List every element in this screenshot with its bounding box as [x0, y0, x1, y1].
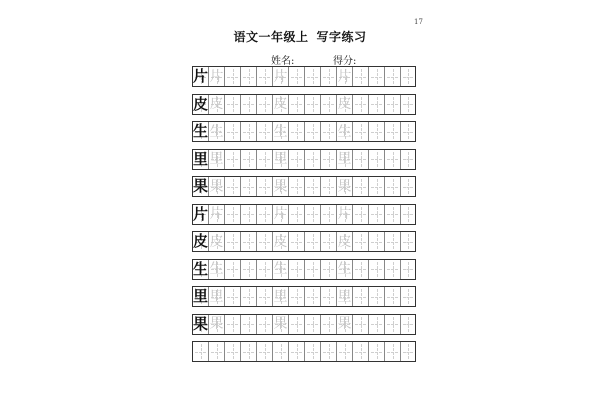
trace-character-cell	[337, 205, 353, 224]
empty-writing-cell	[257, 232, 273, 251]
model-character: 皮	[193, 232, 209, 250]
empty-writing-cell	[209, 342, 225, 361]
empty-writing-cell	[321, 342, 337, 361]
trace-character: 片	[273, 68, 288, 85]
empty-writing-cell	[241, 150, 257, 169]
empty-writing-cell	[289, 287, 305, 306]
empty-writing-cell	[257, 342, 273, 361]
empty-writing-cell	[369, 315, 385, 334]
trace-character-cell	[337, 177, 353, 196]
trace-character: 果	[209, 178, 224, 195]
name-label: 姓名:	[271, 56, 295, 67]
practice-row	[192, 314, 416, 335]
model-character-cell	[193, 315, 209, 334]
empty-writing-cell	[321, 122, 337, 141]
empty-writing-cell	[353, 315, 369, 334]
empty-writing-cell	[241, 342, 257, 361]
empty-writing-cell	[225, 342, 241, 361]
model-character-cell	[193, 177, 209, 196]
trace-character-cell	[209, 287, 225, 306]
trace-character: 果	[337, 316, 352, 332]
trace-character-cell	[337, 232, 353, 251]
empty-writing-cell	[353, 260, 369, 279]
empty-writing-cell	[401, 95, 415, 114]
model-character-cell	[193, 287, 209, 306]
empty-writing-cell	[369, 287, 385, 306]
empty-writing-cell	[241, 232, 257, 251]
trace-character-cell	[273, 95, 289, 114]
empty-writing-cell	[385, 232, 401, 251]
empty-writing-cell	[289, 260, 305, 279]
model-character-cell	[193, 67, 209, 86]
practice-row	[192, 121, 416, 142]
empty-writing-cell	[401, 122, 415, 141]
model-character: 里	[193, 149, 209, 168]
empty-writing-cell	[289, 67, 305, 86]
empty-writing-cell	[257, 122, 273, 141]
model-character: 片	[193, 204, 209, 223]
model-character: 生	[193, 122, 209, 140]
trace-character: 里	[273, 151, 288, 167]
empty-writing-cell	[385, 260, 401, 279]
empty-writing-cell	[289, 205, 305, 224]
trace-character: 片	[209, 206, 224, 222]
trace-character: 生	[273, 123, 288, 140]
trace-character-cell	[209, 315, 225, 334]
empty-writing-cell	[305, 177, 321, 196]
empty-writing-cell	[225, 232, 241, 251]
trace-character-cell	[209, 122, 225, 141]
model-character: 生	[193, 259, 209, 278]
empty-writing-cell	[193, 342, 209, 361]
trace-character-cell	[337, 315, 353, 334]
empty-writing-cell	[401, 315, 415, 334]
trace-character: 里	[273, 288, 288, 305]
empty-writing-cell	[385, 67, 401, 86]
title-main: 语文一年级上	[233, 30, 309, 44]
model-character: 果	[193, 177, 209, 195]
empty-writing-cell	[337, 342, 353, 361]
empty-writing-cell	[225, 260, 241, 279]
title-sub: 写字练习	[316, 30, 367, 44]
trace-character: 片	[337, 206, 352, 222]
empty-writing-cell	[241, 315, 257, 334]
empty-writing-cell	[321, 177, 337, 196]
empty-writing-cell	[305, 232, 321, 251]
empty-writing-cell	[289, 122, 305, 141]
trace-character-cell	[337, 67, 353, 86]
practice-row	[192, 204, 416, 225]
empty-writing-cell	[225, 177, 241, 196]
trace-character: 生	[337, 123, 352, 140]
empty-writing-cell	[385, 122, 401, 141]
trace-character-cell	[273, 287, 289, 306]
empty-writing-cell	[289, 95, 305, 114]
empty-writing-cell	[257, 67, 273, 86]
practice-row	[192, 149, 416, 170]
trace-character-cell	[337, 150, 353, 169]
trace-character: 皮	[273, 233, 288, 250]
model-character: 片	[193, 67, 209, 85]
empty-writing-cell	[353, 67, 369, 86]
empty-writing-cell	[369, 205, 385, 224]
empty-writing-cell	[305, 150, 321, 169]
empty-writing-cell	[257, 315, 273, 334]
model-character: 里	[193, 287, 209, 305]
empty-writing-cell	[305, 315, 321, 334]
trace-character-cell	[209, 67, 225, 86]
empty-writing-cell	[385, 315, 401, 334]
empty-writing-cell	[241, 205, 257, 224]
trace-character: 皮	[337, 233, 352, 250]
empty-writing-cell	[289, 177, 305, 196]
trace-character: 果	[273, 316, 288, 332]
empty-writing-cell	[353, 122, 369, 141]
trace-character: 生	[273, 261, 288, 277]
practice-row	[192, 176, 416, 197]
empty-writing-cell	[401, 260, 415, 279]
empty-writing-cell	[369, 150, 385, 169]
page-number: 17	[414, 18, 423, 26]
trace-character: 皮	[209, 96, 224, 112]
trace-character-cell	[337, 122, 353, 141]
practice-row	[192, 94, 416, 115]
empty-writing-cell	[385, 342, 401, 361]
trace-character-cell	[273, 122, 289, 141]
trace-character: 果	[337, 178, 352, 195]
empty-writing-cell	[401, 177, 415, 196]
trace-character: 片	[337, 68, 352, 85]
trace-character: 皮	[273, 96, 288, 112]
worksheet-title	[0, 28, 600, 45]
empty-writing-cell	[321, 205, 337, 224]
practice-row	[192, 341, 416, 362]
empty-writing-cell	[289, 342, 305, 361]
empty-writing-cell	[305, 122, 321, 141]
empty-writing-cell	[369, 232, 385, 251]
model-character-cell	[193, 150, 209, 169]
model-character-cell	[193, 95, 209, 114]
trace-character: 生	[209, 123, 224, 140]
empty-writing-cell	[385, 205, 401, 224]
trace-character-cell	[273, 67, 289, 86]
empty-writing-cell	[273, 342, 289, 361]
empty-writing-cell	[257, 260, 273, 279]
empty-writing-cell	[401, 205, 415, 224]
empty-writing-cell	[305, 67, 321, 86]
trace-character: 皮	[209, 233, 224, 250]
empty-writing-cell	[241, 67, 257, 86]
model-character: 果	[193, 314, 209, 333]
trace-character: 果	[273, 178, 288, 195]
trace-character-cell	[209, 232, 225, 251]
trace-character: 生	[337, 261, 352, 277]
empty-writing-cell	[385, 177, 401, 196]
empty-writing-cell	[257, 95, 273, 114]
empty-writing-cell	[369, 67, 385, 86]
empty-writing-cell	[353, 150, 369, 169]
empty-writing-cell	[305, 342, 321, 361]
empty-writing-cell	[369, 342, 385, 361]
trace-character-cell	[273, 260, 289, 279]
empty-writing-cell	[321, 67, 337, 86]
empty-writing-cell	[241, 260, 257, 279]
trace-character-cell	[209, 177, 225, 196]
empty-writing-cell	[385, 287, 401, 306]
empty-writing-cell	[401, 67, 415, 86]
trace-character-cell	[337, 95, 353, 114]
empty-writing-cell	[353, 342, 369, 361]
empty-writing-cell	[225, 67, 241, 86]
practice-row	[192, 66, 416, 87]
empty-writing-cell	[401, 150, 415, 169]
empty-writing-cell	[369, 122, 385, 141]
empty-writing-cell	[225, 122, 241, 141]
practice-row	[192, 286, 416, 307]
empty-writing-cell	[289, 232, 305, 251]
model-character-cell	[193, 205, 209, 224]
empty-writing-cell	[385, 150, 401, 169]
empty-writing-cell	[401, 287, 415, 306]
empty-writing-cell	[401, 232, 415, 251]
empty-writing-cell	[321, 287, 337, 306]
empty-writing-cell	[353, 287, 369, 306]
empty-writing-cell	[321, 95, 337, 114]
empty-writing-cell	[353, 205, 369, 224]
trace-character: 里	[209, 288, 224, 305]
empty-writing-cell	[241, 177, 257, 196]
empty-writing-cell	[289, 150, 305, 169]
empty-writing-cell	[241, 95, 257, 114]
score-label: 得分:	[333, 56, 357, 67]
trace-character-cell	[337, 260, 353, 279]
practice-row	[192, 231, 416, 252]
practice-row	[192, 259, 416, 280]
trace-character-cell	[209, 205, 225, 224]
empty-writing-cell	[305, 260, 321, 279]
trace-character: 里	[337, 151, 352, 167]
empty-writing-cell	[353, 177, 369, 196]
trace-character: 里	[209, 151, 224, 167]
empty-writing-cell	[225, 205, 241, 224]
trace-character: 果	[209, 316, 224, 332]
empty-writing-cell	[257, 205, 273, 224]
empty-writing-cell	[257, 150, 273, 169]
trace-character-cell	[273, 177, 289, 196]
empty-writing-cell	[321, 315, 337, 334]
model-character-cell	[193, 122, 209, 141]
trace-character-cell	[273, 232, 289, 251]
trace-character-cell	[209, 95, 225, 114]
empty-writing-cell	[305, 287, 321, 306]
trace-character: 片	[273, 206, 288, 222]
model-character-cell	[193, 260, 209, 279]
trace-character-cell	[337, 287, 353, 306]
trace-character-cell	[273, 315, 289, 334]
empty-writing-cell	[225, 315, 241, 334]
empty-writing-cell	[305, 95, 321, 114]
empty-writing-cell	[241, 287, 257, 306]
trace-character-cell	[209, 150, 225, 169]
model-character: 皮	[193, 94, 209, 113]
trace-character-cell	[209, 260, 225, 279]
trace-character: 片	[209, 68, 224, 85]
empty-writing-cell	[321, 150, 337, 169]
empty-writing-cell	[321, 260, 337, 279]
empty-writing-cell	[257, 287, 273, 306]
empty-writing-cell	[257, 177, 273, 196]
empty-writing-cell	[241, 122, 257, 141]
model-character-cell	[193, 232, 209, 251]
empty-writing-cell	[385, 95, 401, 114]
trace-character-cell	[273, 150, 289, 169]
trace-character: 里	[337, 288, 352, 305]
empty-writing-cell	[353, 95, 369, 114]
empty-writing-cell	[353, 232, 369, 251]
trace-character-cell	[273, 205, 289, 224]
empty-writing-cell	[401, 342, 415, 361]
empty-writing-cell	[321, 232, 337, 251]
trace-character: 皮	[337, 96, 352, 112]
trace-character: 生	[209, 261, 224, 277]
empty-writing-cell	[305, 205, 321, 224]
writing-grid	[192, 66, 416, 369]
empty-writing-cell	[369, 95, 385, 114]
empty-writing-cell	[225, 150, 241, 169]
empty-writing-cell	[289, 315, 305, 334]
empty-writing-cell	[225, 95, 241, 114]
empty-writing-cell	[369, 177, 385, 196]
empty-writing-cell	[369, 260, 385, 279]
empty-writing-cell	[225, 287, 241, 306]
